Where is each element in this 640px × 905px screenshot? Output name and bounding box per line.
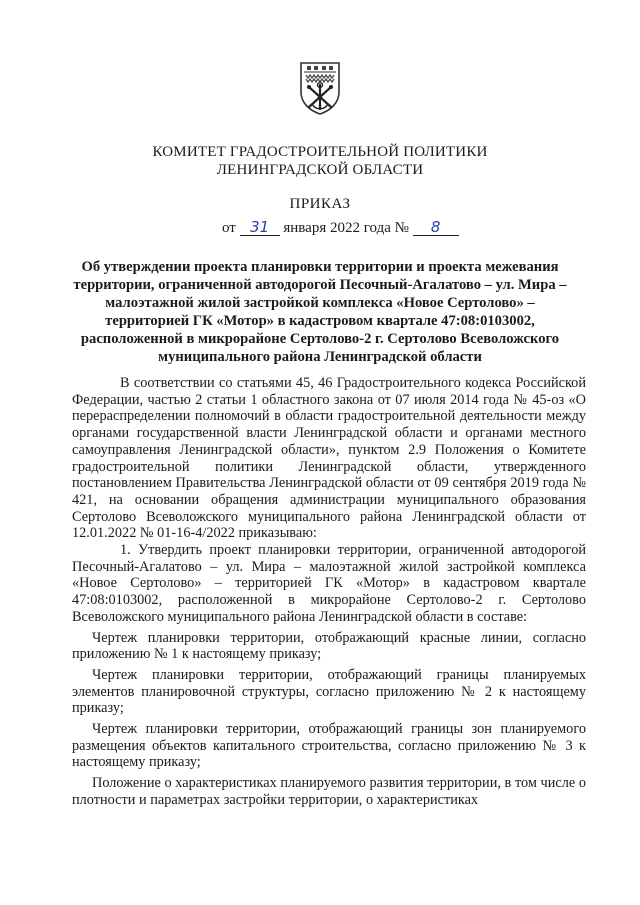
order-body bbox=[72, 375, 586, 809]
document-type: ПРИКАЗ bbox=[289, 196, 351, 212]
date-prefix: от bbox=[222, 220, 236, 236]
title-line: территории, ограниченной автодорогой Песочный-Агалатово – ул. Мира – bbox=[73, 277, 567, 293]
title-line: расположенной в микрорайоне Сертолово-2 г. Сертолово Всеволожского bbox=[80, 331, 560, 347]
committee-line-2: ЛЕНИНГРАДСКОЙ ОБЛАСТИ bbox=[216, 162, 424, 178]
committee-name bbox=[0, 143, 640, 179]
title-line: территорией ГК «Мотор» в кадастровом квартале 47:08:0103002, bbox=[105, 313, 535, 329]
list-item: Чертеж планировки территории, отображающий красные линии, согласно приложению № 1 к настоящему приказу; bbox=[72, 629, 586, 663]
title-line: малоэтажной жилой застройкой комплекса «Новое Сертолово» – bbox=[105, 295, 535, 311]
leningrad-oblast-emblem-icon bbox=[298, 60, 342, 116]
title-line: муниципального района Ленинградской области bbox=[158, 349, 482, 365]
list-item: Чертеж планировки территории, отображающий границы зон планируемого размещения объектов капитального строительства, согласно приложению № 3 к настоящему приказу; bbox=[72, 721, 586, 771]
title-line: Об утверждении проекта планировки территории и проекта межевания bbox=[81, 259, 559, 275]
date-month-year: января 2022 года № bbox=[283, 220, 409, 236]
date-day: 31 bbox=[240, 220, 280, 236]
list-item: Положение о характеристиках планируемого развития территории, в том числе о плотности и параметрах застройки территории, о характеристиках bbox=[72, 775, 586, 808]
committee-line-1: КОМИТЕТ ГРАДОСТРОИТЕЛЬНОЙ ПОЛИТИКИ bbox=[152, 144, 488, 160]
order-title bbox=[56, 258, 584, 366]
date-number-line bbox=[222, 220, 459, 237]
body-paragraph-item-1: 1. Утвердить проект планировки территории, ограниченной автодорогой Песочный-Агалатово – ул. Мира – малоэтажной жилой застройкой комплекса «Новое Сертолово» – территорией ГК «Мотор» в кадастровом квартале 47:08:0103002, расположенной в микрорайоне Сертолово-2 г. Сертолово Всеволожского муниципального района Ленинградской области в составе: bbox=[72, 542, 586, 625]
order-number: 8 bbox=[413, 220, 459, 236]
body-paragraph-preamble: В соответствии со статьями 45, 46 Градостроительного кодекса Российской Федерации, частью 2 статьи 1 областного закона от 07 июля 2014 года № 45-оз «О перераспределении полномочий в области градостроительной деятельности между органами государственной власти Ленинградской области и органами местного самоуправления Ленинградской области», пунктом 2.9 Положения о Комитете градостроительной политики Ленинградской области, утвержденного постановлением Правительства Ленинградской области от 09 сентября 2019 года № 421, на основании обращения администрации муниципального образования Сертолово Всеволожского муниципального района Ленинградской области от 12.01.2022 № 01-16-4/2022 приказываю: bbox=[72, 375, 586, 542]
list-item: Чертеж планировки территории, отображающий границы планируемых элементов планировочной структуры, согласно приложению № 2 к настоящему приказу; bbox=[72, 666, 586, 717]
